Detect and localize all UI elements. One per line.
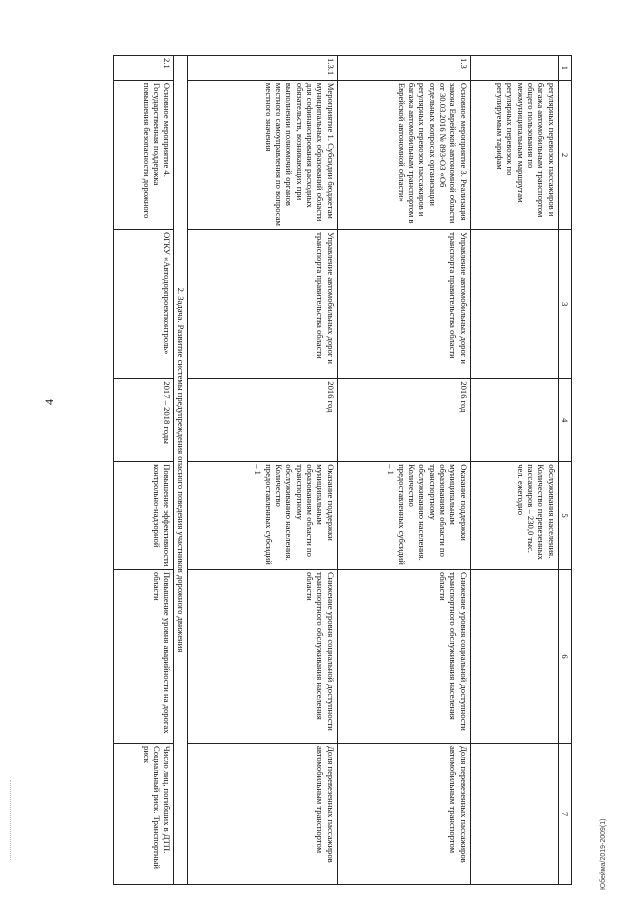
- expected-result: Оказание поддержки муниципальным образованиям области по транспортному обслуживанию населения. Количество предоставленных субсидий – 1: [337, 462, 470, 570]
- indicator: Доля перевезенных пассажиров автомобильным транспортом: [187, 744, 337, 885]
- indicator: Число лиц, погибших в ДТП. Социальный риск. Транспортный риск: [114, 744, 174, 885]
- rotated-document: [92, 55, 572, 885]
- section-title: 2. Задача. Развитие системы предупреждения опасного поведения участников дорожного движения: [174, 56, 187, 885]
- table-row: [187, 56, 337, 885]
- header-cell: 2: [558, 80, 571, 229]
- executor: Управление автомобильных дорог и транспорта правительства области: [187, 230, 337, 379]
- row-number: [470, 56, 558, 81]
- executor: [470, 230, 558, 379]
- measure-name: Основное мероприятие 4. Государственная поддержка повышения безопасности дорожного: [114, 80, 174, 229]
- executor: ОГКУ «Автодорпроектконтроль»: [114, 230, 174, 379]
- header-cell: 4: [558, 379, 571, 462]
- row-number: 1.3.1: [187, 56, 337, 81]
- measure-name: Основное мероприятие 3. Реализация закона Еврейской автономной области от 30.03.2016 № 893-ОЗ «Об отдельных вопросах организации регулярных перевозок пассажиров и багажа автомобильным транспортом в Еврейской автономной области»: [337, 80, 470, 229]
- header-cell: 5: [558, 462, 571, 570]
- expected-result: Повышение эффективности контрольно-надзорной: [114, 462, 174, 570]
- document-id: Юбейма/2019-2009(1): [600, 818, 607, 890]
- row-number: 2.1: [114, 56, 174, 81]
- page-number: 4: [42, 399, 56, 405]
- indicator: [470, 744, 558, 885]
- table-row: [337, 56, 470, 885]
- consequences: Снижение уровня социальной доступности транспортного обслуживания населения области: [337, 569, 470, 743]
- table-row: [114, 56, 174, 885]
- header-cell: 7: [558, 744, 571, 885]
- expected-result: Оказание поддержки муниципальным образованиям области по транспортному обслуживанию населения. Количество предоставленных субсидий – 1: [187, 462, 337, 570]
- expected-result: обслуживания населения. Количество перевезенных пассажиров – 230,0 тыс. чел. ежегодно: [470, 462, 558, 570]
- section-row: [174, 56, 187, 885]
- table-header-row: [558, 56, 571, 885]
- period: 2017 – 2018 годы: [114, 379, 174, 462]
- header-cell: 3: [558, 230, 571, 379]
- consequences: Повышение уровня аварийности на дорогах области: [114, 569, 174, 743]
- consequences: [470, 569, 558, 743]
- header-cell: 6: [558, 569, 571, 743]
- measure-name: Мероприятие 1. Субсидии бюджетам муниципальных образований области для софинансирования расходных обязательств, возникающих при выполнении полномочий органов местного самоуправления по вопросам местного значения: [187, 80, 337, 229]
- executor: Управление автомобильных дорог и транспорта правительства области: [337, 230, 470, 379]
- measure-name: регулярных перевозок пассажиров и багажа автомобильным транспортом общего пользования по межмуниципальным маршрутам регулярных перевозок по регулируемым тарифам: [470, 80, 558, 229]
- row-number: 1.3: [337, 56, 470, 81]
- period: [470, 379, 558, 462]
- period: 2016 год: [187, 379, 337, 462]
- period: 2016 год: [337, 379, 470, 462]
- indicator: Доля перевезенных пассажиров автомобильным транспортом: [337, 744, 470, 885]
- header-cell: 1: [558, 56, 571, 81]
- table-row: [470, 56, 558, 885]
- scan-edge-mark: [10, 780, 13, 860]
- measures-table: [113, 55, 572, 885]
- consequences: Снижение уровня социальной доступности транспортного обслуживания населения области: [187, 569, 337, 743]
